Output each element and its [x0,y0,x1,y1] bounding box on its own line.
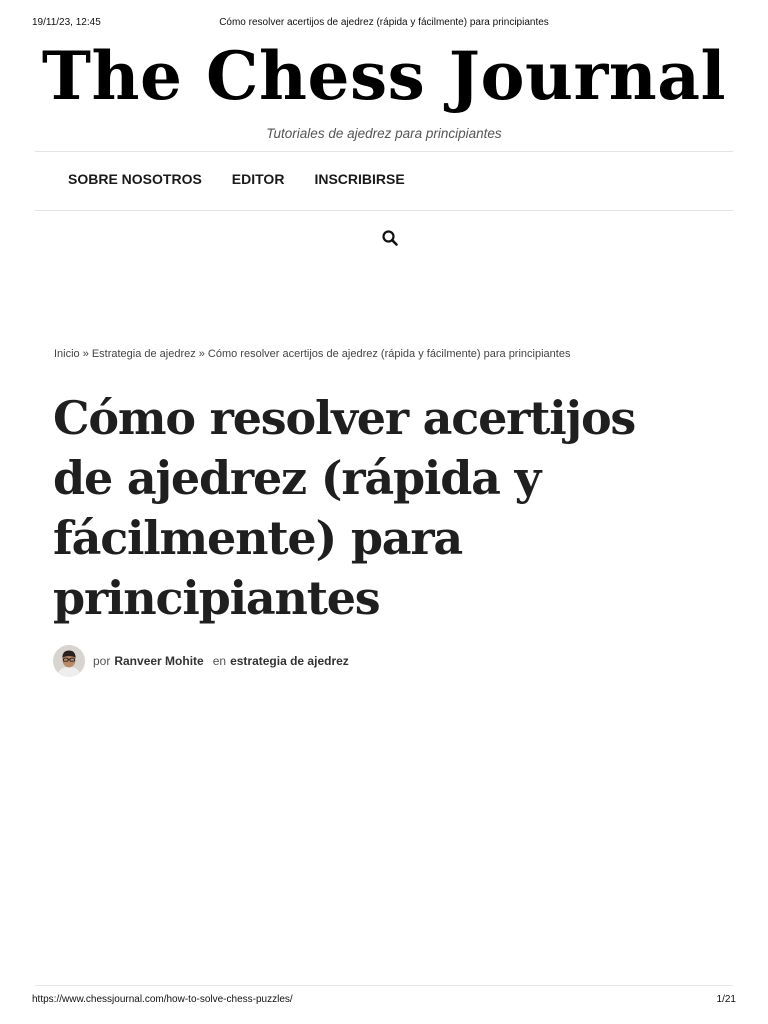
site-tagline: Tutoriales de ajedrez para principiantes [266,126,502,141]
author-avatar-image [53,645,85,677]
breadcrumb-separator: » [82,348,89,360]
breadcrumb-item-current: Cómo resolver acertijos de ajedrez (rápida y fácilmente) para principiantes [207,348,571,360]
print-footer [32,994,736,1008]
site-logo[interactable]: The Chess Journal [41,37,727,115]
category-link[interactable]: estrategia de ajedrez [230,654,349,668]
print-url: https://www.chessjournal.com/how-to-solve-chess-puzzles/ [32,994,293,1005]
breadcrumb-item-estrategia[interactable]: Estrategia de ajedrez [91,348,196,360]
print-timestamp: 19/11/23, 12:45 [32,17,101,28]
header-divider-bottom [35,210,733,211]
search-button[interactable] [381,229,399,247]
author-link[interactable]: Ranveer Mohite [114,654,204,668]
nav-item-inscribirse[interactable]: INSCRIBIRSE [314,171,405,187]
article-title: Cómo resolver acertijos de ajedrez (rápida y fácilmente) para principiantes [53,391,636,625]
nav-item-sobre-nosotros[interactable]: SOBRE NOSOTROS [68,171,202,187]
byline-by-label: por [93,654,111,668]
main-nav [68,171,405,187]
print-page-number: 1/21 [716,994,736,1005]
breadcrumb-separator: » [198,348,205,360]
byline-in-label: en [212,654,227,668]
article-byline [53,644,349,678]
header-divider-top [35,151,733,152]
breadcrumb-item-inicio[interactable]: Inicio [54,348,80,360]
print-doc-title: Cómo resolver acertijos de ajedrez (rápida y fácilmente) para principiantes [219,17,549,28]
author-avatar[interactable] [53,645,85,677]
print-header [32,17,736,31]
breadcrumb [54,348,570,360]
nav-item-editor[interactable]: EDITOR [231,171,285,187]
search-icon [381,229,399,247]
footer-divider [35,985,733,986]
